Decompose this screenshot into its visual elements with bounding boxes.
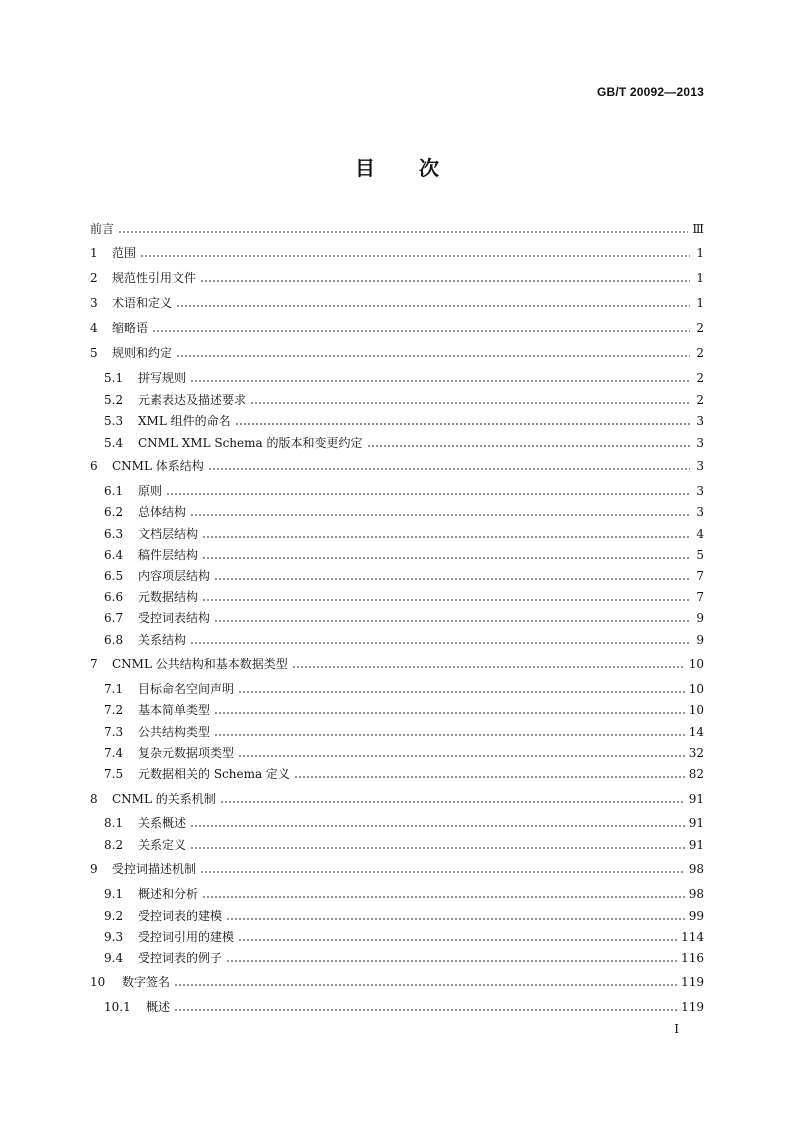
toc-entry-page: 2 xyxy=(696,393,704,407)
toc-entry xyxy=(104,567,704,585)
toc-entry-title: 受控词表结构 xyxy=(138,611,211,625)
toc-entry-title: 术语和定义 xyxy=(112,296,173,310)
toc-entry-page: 5 xyxy=(696,548,704,562)
toc-entry-page: 1 xyxy=(696,296,704,310)
toc-leader-dots xyxy=(226,918,685,920)
toc-entry xyxy=(90,790,704,808)
toc-entry xyxy=(104,814,704,832)
toc-entry-number: 6.2 xyxy=(104,505,124,519)
toc-entry-title: 受控词表的例子 xyxy=(138,951,223,965)
toc-entry-page: 119 xyxy=(681,1000,704,1014)
toc-entry-number: 1 xyxy=(90,246,98,260)
toc-leader-dots xyxy=(294,776,685,778)
toc-entry-page: 10 xyxy=(688,657,704,671)
toc-leader-dots xyxy=(220,801,685,803)
toc-entry xyxy=(104,998,704,1016)
toc-entry-number: 5.2 xyxy=(104,393,124,407)
toc-entry xyxy=(90,294,704,312)
toc-leader-dots xyxy=(176,355,690,357)
toc-entry-title: CNML 公共结构和基本数据类型 xyxy=(112,657,288,671)
toc-entry-number: 7.1 xyxy=(104,682,124,696)
toc-entry-number: 8.1 xyxy=(104,816,124,830)
toc-leader-dots xyxy=(174,984,677,986)
toc-entry-title: 前言 xyxy=(90,222,115,236)
toc-leader-dots xyxy=(367,445,691,447)
toc-entry-title: 文档层结构 xyxy=(138,527,199,541)
toc-entry xyxy=(104,609,704,627)
toc-entry-number: 7 xyxy=(90,657,98,671)
toc-entry-title: XML 组件的命名 xyxy=(138,414,231,428)
toc-leader-dots xyxy=(292,666,685,668)
toc-leader-dots xyxy=(250,402,690,404)
toc-entry-title: 复杂元数据项类型 xyxy=(138,746,235,760)
toc-entry xyxy=(104,482,704,500)
toc-entry-title: 基本简单类型 xyxy=(138,703,211,717)
toc-entry-number: 5.3 xyxy=(104,414,124,428)
toc-entry xyxy=(104,369,704,387)
toc-entry-title: 关系定义 xyxy=(138,838,187,852)
toc-entry-page: 3 xyxy=(696,414,704,428)
toc-entry-page: 2 xyxy=(696,346,704,360)
toc-entry xyxy=(104,525,704,543)
toc-leader-dots xyxy=(190,380,690,382)
toc-entry-page: 10 xyxy=(688,682,704,696)
toc-entry-page: 32 xyxy=(688,746,704,760)
toc-entry xyxy=(90,319,704,337)
toc-entry xyxy=(104,434,704,452)
toc-leader-dots xyxy=(190,642,690,644)
toc-entry xyxy=(90,457,704,475)
toc-entry-page: 91 xyxy=(688,792,704,806)
toc-entry xyxy=(104,949,704,967)
toc-entry-title: 规范性引用文件 xyxy=(112,271,197,285)
toc-entry-title: 数字签名 xyxy=(122,975,171,989)
toc-entry xyxy=(104,744,704,762)
toc-entry-title: CNML XML Schema 的版本和变更约定 xyxy=(138,436,363,450)
toc-leader-dots xyxy=(202,896,685,898)
toc-entry xyxy=(104,765,704,783)
toc-entry-number: 2 xyxy=(90,271,98,285)
toc-entry-page: 14 xyxy=(688,725,704,739)
toc-entry xyxy=(104,723,704,741)
toc-entry-number: 9.2 xyxy=(104,909,124,923)
toc-entry-page: 116 xyxy=(681,951,704,965)
toc-entry-page: 3 xyxy=(696,436,704,450)
toc-leader-dots xyxy=(214,620,690,622)
toc-leader-dots xyxy=(190,514,690,516)
toc-entry-title: 规则和约定 xyxy=(112,346,173,360)
toc-entry xyxy=(90,860,704,878)
toc-entry-number: 10.1 xyxy=(104,1000,131,1014)
toc-entry-page: 119 xyxy=(681,975,704,989)
toc-entry-page: Ⅲ xyxy=(692,222,704,236)
toc-entry-number: 6 xyxy=(90,459,98,473)
toc-entry xyxy=(104,836,704,854)
toc-entry-page: 9 xyxy=(696,633,704,647)
toc-entry-page: 7 xyxy=(696,569,704,583)
toc-entry xyxy=(90,655,704,673)
toc-leader-dots xyxy=(152,330,690,332)
toc-entry-number: 7.4 xyxy=(104,746,124,760)
toc-entry-number: 7.5 xyxy=(104,767,124,781)
toc-entry xyxy=(104,928,704,946)
toc-entry xyxy=(90,344,704,362)
page-number: I xyxy=(674,1022,679,1036)
standard-code: GB/T 20092—2013 xyxy=(596,85,704,99)
toc-entry xyxy=(90,220,704,238)
toc-entry-title: 范围 xyxy=(112,246,137,260)
toc-entry-title: 概述和分析 xyxy=(138,887,199,901)
toc-entry-number: 8 xyxy=(90,792,98,806)
toc-entry-title: 关系概述 xyxy=(138,816,187,830)
toc-entry-title: 受控词表的建模 xyxy=(138,909,223,923)
toc-entry-number: 7.2 xyxy=(104,703,124,717)
toc-entry xyxy=(90,973,704,991)
toc-entry-number: 9.4 xyxy=(104,951,124,965)
toc-entry-page: 9 xyxy=(696,611,704,625)
toc-entry-title: 目标命名空间声明 xyxy=(138,682,235,696)
toc-entry xyxy=(104,701,704,719)
toc-entry-number: 6.6 xyxy=(104,590,124,604)
toc-entry xyxy=(90,269,704,287)
toc-entry-number: 6.4 xyxy=(104,548,124,562)
toc-leader-dots xyxy=(202,557,690,559)
toc-leader-dots xyxy=(214,578,690,580)
toc-entry-page: 3 xyxy=(696,459,704,473)
toc-entry xyxy=(104,631,704,649)
toc-entry-page: 3 xyxy=(696,505,704,519)
toc-entry-page: 99 xyxy=(688,909,704,923)
toc-entry-number: 9.1 xyxy=(104,887,124,901)
toc-entry-page: 1 xyxy=(696,271,704,285)
toc-leader-dots xyxy=(190,825,685,827)
toc-entry-title: 关系结构 xyxy=(138,633,187,647)
toc-leader-dots xyxy=(238,939,677,941)
toc-entry-number: 9 xyxy=(90,862,98,876)
toc-entry-title: CNML 体系结构 xyxy=(112,459,204,473)
toc-entry-title: 元数据结构 xyxy=(138,590,199,604)
toc-entry-title: 稿件层结构 xyxy=(138,548,199,562)
toc-entry-number: 8.2 xyxy=(104,838,124,852)
toc-leader-dots xyxy=(238,755,685,757)
toc-entry xyxy=(104,503,704,521)
toc-entry-title: 受控词引用的建模 xyxy=(138,930,235,944)
toc-entry-title: 概述 xyxy=(146,1000,171,1014)
toc-entry-number: 4 xyxy=(90,321,98,335)
toc-leader-dots xyxy=(214,734,685,736)
toc-entry-title: 公共结构类型 xyxy=(138,725,211,739)
toc-entry-number: 3 xyxy=(90,296,98,310)
toc-entry-number: 10 xyxy=(90,975,106,989)
toc-entry-title: 缩略语 xyxy=(112,321,149,335)
toc-leader-dots xyxy=(202,599,690,601)
toc-entry-page: 82 xyxy=(688,767,704,781)
toc-leader-dots xyxy=(238,691,685,693)
toc-leader-dots xyxy=(190,847,685,849)
toc-entry-number: 6.7 xyxy=(104,611,124,625)
toc-entry-title: 受控词描述机制 xyxy=(112,862,197,876)
toc-entry-page: 7 xyxy=(696,590,704,604)
toc-entry-title: 元数据相关的 Schema 定义 xyxy=(138,767,290,781)
toc-entry-page: 3 xyxy=(696,484,704,498)
toc-entry-number: 6.8 xyxy=(104,633,124,647)
toc-leader-dots xyxy=(118,231,688,233)
toc-entry-page: 98 xyxy=(688,887,704,901)
toc-leader-dots xyxy=(235,423,690,425)
toc-entry-title: 元素表达及描述要求 xyxy=(138,393,247,407)
toc-entry xyxy=(104,588,704,606)
toc-leader-dots xyxy=(176,305,690,307)
toc-leader-dots xyxy=(174,1009,677,1011)
toc-leader-dots xyxy=(140,255,690,257)
page-title: 目次 xyxy=(355,156,483,180)
toc-leader-dots xyxy=(200,871,685,873)
toc-entry-number: 6.3 xyxy=(104,527,124,541)
toc-entry-page: 2 xyxy=(696,321,704,335)
toc-entry-page: 2 xyxy=(696,371,704,385)
toc-entry-number: 5.1 xyxy=(104,371,124,385)
toc-entry xyxy=(104,885,704,903)
toc-entry-page: 91 xyxy=(688,816,704,830)
toc-entry-number: 7.3 xyxy=(104,725,124,739)
toc-leader-dots xyxy=(166,493,690,495)
toc-entry-page: 91 xyxy=(688,838,704,852)
toc-entry-page: 98 xyxy=(688,862,704,876)
toc-entry xyxy=(104,391,704,409)
toc-entry-title: 总体结构 xyxy=(138,505,187,519)
toc-entry-number: 5.4 xyxy=(104,436,124,450)
toc-entry-number: 5 xyxy=(90,346,98,360)
toc-entry xyxy=(104,412,704,430)
toc-leader-dots xyxy=(214,712,685,714)
toc-entry-page: 4 xyxy=(696,527,704,541)
toc-entry xyxy=(104,907,704,925)
toc-entry-number: 6.5 xyxy=(104,569,124,583)
toc-entry-page: 10 xyxy=(688,703,704,717)
toc-entry-title: 原则 xyxy=(138,484,163,498)
toc-entry-title: 拼写规则 xyxy=(138,371,187,385)
toc-leader-dots xyxy=(202,536,690,538)
toc-entry-title: 内容项层结构 xyxy=(138,569,211,583)
toc-leader-dots xyxy=(226,960,677,962)
toc-leader-dots xyxy=(200,280,690,282)
toc-entry-page: 114 xyxy=(681,930,704,944)
toc-entry xyxy=(104,680,704,698)
toc-entry xyxy=(90,244,704,262)
toc-entry-number: 9.3 xyxy=(104,930,124,944)
toc-leader-dots xyxy=(208,468,690,470)
toc-entry xyxy=(104,546,704,564)
toc-entry-number: 6.1 xyxy=(104,484,124,498)
toc-entry-page: 1 xyxy=(696,246,704,260)
toc-entry-title: CNML 的关系机制 xyxy=(112,792,216,806)
